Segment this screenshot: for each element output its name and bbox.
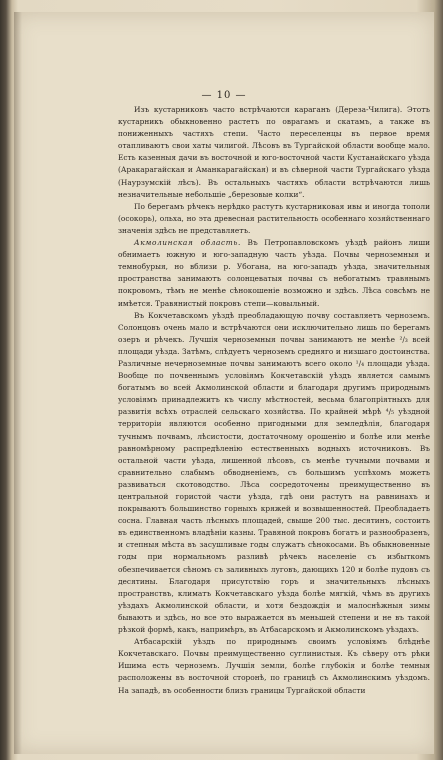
binding-gutter-shadow [14,12,22,754]
section-lead-akmolinsk: Акмолинская область. [134,238,241,248]
body-text [118,104,430,697]
paragraph-riverbanks: По берегамъ рѣчекъ нерѣдко растутъ кустарниковая ивы и иногда тополи (осокорь), ольха, но эта древесная растительность особеннаго хозяйственнаго значенія здѣсь не представляетъ. [118,201,430,235]
paragraph-akmolinsk: Акмолинская область. Въ Петропавловскомъ уѣздѣ районъ лиши обнимаетъ южную и юго-западную часть уѣзда. Почвы черноземныя и темнобурыя, но вблизи р. Убогана, на юго-западъ уѣзда, значительныя пространства занимаютъ солонцеватыя почвы съ небогатымъ травянымъ покровомъ, тѣмъ не менѣе сѣнокошеніе возможно и здѣсь. Лѣса совсѣмъ не имѣется. Травянистый покровъ степи—ковыльный. [118,238,431,308]
paragraph-atbasar: Атбасарскій уѣздъ по природнымъ своимъ условіямъ блѣднѣе Кокчетавскаго. Почвы преимущественно суглинистыя. Къ сѣверу отъ рѣки Ишима есть черноземъ. Лучшія земли, болѣе глубокія и болѣе темныя расположены въ восточной сторонѣ, по границѣ съ Акмолинскимъ уѣздомъ. На западѣ, въ особенности близъ границы Тургайской области [118,637,430,695]
paragraph-shrubs: Изъ кустарниковъ часто встрѣчаются караганъ (Дереза-Чилига). Этотъ кустарникъ обыкновенно растетъ по оврагамъ и скатамъ, а также въ пониженныхъ частяхъ степи. Часто переселенцы въ первое время отапливаютъ свои хаты чилигой. Лѣсовъ въ Тургайской области вообще мало. Есть казенныя дачи въ восточной и юго-восточной части Кустанайскаго уѣзда (Аракарагайская и Аманкарагайская) и въ сѣверной части Тургайскаго уѣзда (Наурзумскій лѣсъ). Въ остальныхъ частяхъ области встрѣчаются лишь незначительные небольшіе „березовые колки“. [118,105,430,199]
paragraph-kokchetav: Въ Кокчетавскомъ уѣздѣ преобладающую почву составляетъ черноземъ. Солонцовъ очень мало и встрѣчаются они исключительно лишь по берегамъ озеръ и рѣчекъ. Лучшія черноземныя почвы занимаютъ не менѣе ²/₃ всей площади уѣзда. Затѣмъ, слѣдуетъ черноземъ средняго и низшаго достоинства. Различные нечерноземные почвы занимаютъ всего около ¹/₄ площади уѣзда. Вообще по почвеннымъ условіямъ Кокчетавскій уѣздъ является самымъ богатымъ во всей Акмолинской области и благодаря другимъ природнымъ условіямъ принадлежитъ къ числу мѣстностей, весьма благопріятныхъ для развитія всѣхъ отраслей сельскаго хозяйства. По крайней мѣрѣ ⁴/₅ уѣздной территоріи являются особенно пригодными для земледѣлія, благодаря тучнымъ почвамъ, лѣсистости, достаточному орошенію и болѣе или менѣе равномѣрному распредѣленію естественныхъ водныхъ источниковъ. Въ остальной части уѣзда, лишенной лѣсовъ, съ менѣе тучными почвами и сравнительно слабымъ обводненіемъ, съ большимъ успѣхомъ можетъ развиваться скотоводство. Лѣса сосредоточены преимущественно въ центральной гористой части уѣзда, гдѣ они растутъ на равнинахъ и покрываютъ большинство горныхъ кряжей и возвышенностей. Преобладаетъ сосна. Главная часть лѣсныхъ площадей, свыше 200 тыс. десятинъ, состоитъ въ единственномъ владѣніи казны. Травяной покровъ богатъ и разнообразенъ, и степныя мѣста въ засушливые годы служатъ сѣнокосами. Въ обыкновенные годы при нормальномъ разливѣ рѣчекъ населеніе съ избыткомъ обезпечивается сѣномъ съ заливныхъ луговъ, дающихъ 120 и болѣе пудовъ съ десятины. Благодаря присутствію горъ и значительныхъ лѣсныхъ пространствъ, климатъ Кокчетавскаго уѣзда болѣе мягкій, чѣмъ въ другихъ уѣздахъ Акмолинской области, и хотя бездождія и малоснѣжныя зимы бываютъ и здѣсь, но все это выражается въ меньшей степени и не въ такой рѣзкой формѣ, какъ, напримѣръ, въ Атбасарскомъ и Акмолинскомъ уѣздахъ. [118,310,430,635]
page-number: — 10 — [201,90,247,101]
